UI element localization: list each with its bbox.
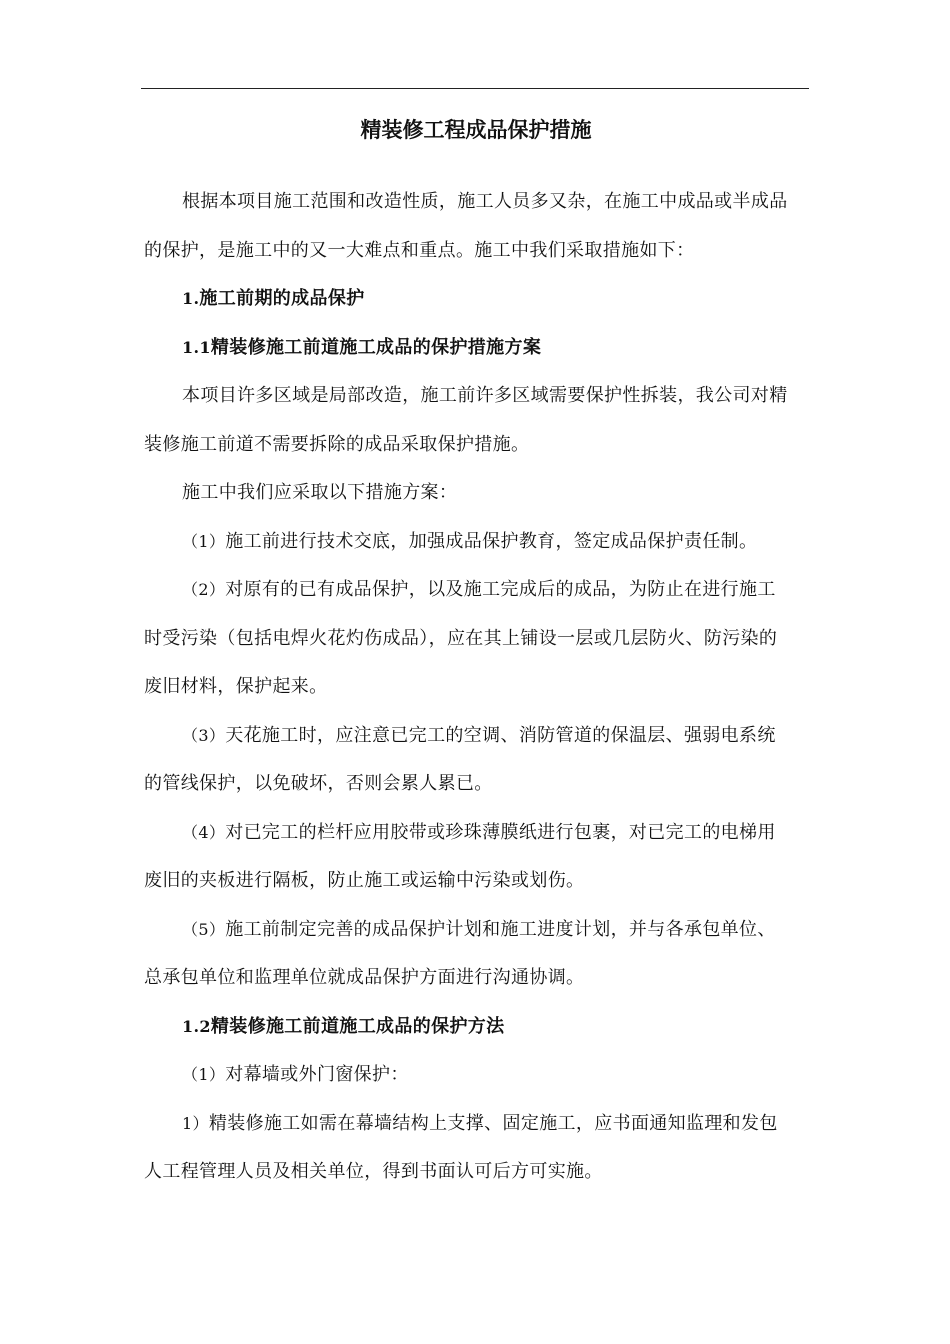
- item-number: （2）: [182, 580, 226, 599]
- line-text: 施工前进行技术交底，加强成品保护教育，签定成品保护责任制。: [225, 530, 758, 552]
- header-rule: [141, 88, 809, 89]
- line-text: 总承包单位和监理单位就成品保护方面进行沟通协调。: [144, 967, 585, 988]
- line-text: 施工中我们应采取以下措施方案：: [182, 482, 458, 503]
- paragraph-line: [144, 760, 808, 809]
- item-number: 1）: [182, 1113, 209, 1133]
- line-text: 本项目许多区域是局部改造，施工前许多区域需要保护性拆装，我公司对精: [182, 385, 788, 406]
- paragraph-line: [144, 857, 808, 906]
- line-text: 对已完工的栏杆应用胶带或珍珠薄膜纸进行包裹，对已完工的电梯用: [225, 821, 776, 843]
- line-text: 人工程管理人员及相关单位，得到书面认可后方可实施。: [144, 1161, 603, 1182]
- paragraph-line: [144, 421, 808, 470]
- paragraph-line: [144, 712, 808, 761]
- paragraph-line: [144, 809, 808, 858]
- document-body: [144, 112, 808, 1197]
- item-number: 1.1: [182, 337, 211, 357]
- paragraph-line: [144, 469, 808, 518]
- line-text: 精装修施工如需在幕墙结构上支撑、固定施工，应书面通知监理和发包: [208, 1112, 778, 1134]
- paragraph-line: [144, 178, 808, 227]
- paragraph-line: [144, 1100, 808, 1149]
- line-text: 装修施工前道不需要拆除的成品采取保护措施。: [144, 433, 530, 455]
- line-text: 废旧的夹板进行隔板，防止施工或运输中污染或划伤。: [144, 870, 585, 891]
- item-number: （1）: [182, 1065, 226, 1084]
- line-text: 对幕墙或外门窗保护：: [225, 1064, 409, 1085]
- paragraph-line: [144, 372, 808, 421]
- section-heading: [144, 275, 808, 324]
- item-number: 1.2: [182, 1016, 211, 1036]
- line-text: 施工前制定完善的成品保护计划和施工进度计划，并与各承包单位、: [225, 918, 776, 940]
- paragraph-line: [144, 566, 808, 615]
- line-text: 施工前期的成品保护: [199, 288, 365, 309]
- line-text: 的保护，是施工中的又一大难点和重点。施工中我们采取措施如下：: [144, 239, 695, 261]
- document-title: 精装修工程成品保护措施: [360, 118, 592, 142]
- line-text: 精装修施工前道施工成品的保护方法: [210, 1015, 505, 1037]
- item-number: （3）: [182, 725, 226, 745]
- line-text: 天花施工时，应注意已完工的空调、消防管道的保温层、强弱电系统: [225, 724, 776, 746]
- paragraph-line: [144, 227, 808, 276]
- paragraph-line: [144, 663, 808, 712]
- section-heading: [144, 1003, 808, 1052]
- paragraph-line: [144, 1148, 808, 1197]
- line-text: 的管线保护，以免破坏，否则会累人累已。: [144, 773, 493, 794]
- line-text: 废旧材料，保护起来。: [144, 676, 328, 697]
- paragraph-line: [144, 906, 808, 955]
- paragraph-line: [144, 1051, 808, 1100]
- item-number: （4）: [182, 822, 226, 842]
- section-heading: [144, 324, 808, 373]
- line-text: 对原有的已有成品保护，以及施工完成后的成品，为防止在进行施工: [225, 579, 776, 600]
- item-number: 1.: [182, 289, 200, 308]
- item-number: （5）: [182, 919, 226, 939]
- line-text: 时受污染（包括电焊火花灼伤成品），应在其上铺设一层或几层防火、防污染的: [144, 627, 778, 649]
- paragraph-line: [144, 954, 808, 1003]
- line-text: 精装修施工前道施工成品的保护措施方案: [210, 336, 542, 358]
- paragraph-line: [144, 615, 808, 664]
- line-text: 根据本项目施工范围和改造性质，施工人员多又杂，在施工中成品或半成品: [182, 191, 788, 212]
- document-paragraphs: [144, 178, 808, 1197]
- paragraph-line: [144, 518, 808, 567]
- item-number: （1）: [182, 531, 226, 551]
